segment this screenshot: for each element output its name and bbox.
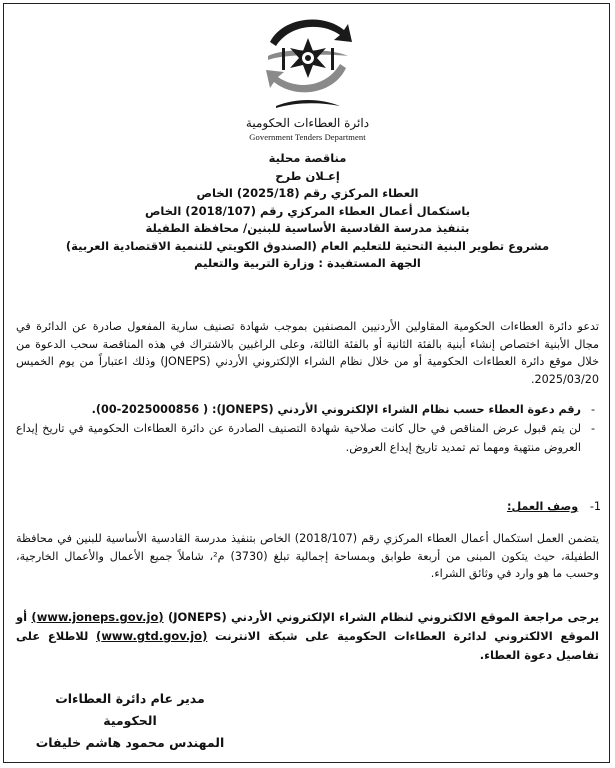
work-description: يتضمن العمل استكمال أعمال العطاء المركزي رقم (2018/107) الخاص بتنفيذ مدرسة القادسية الأساسية للبنين في محافظة الطفيلة، حيث يتكون المبنى من أربعة طوابق وبمساحة إجمالية تبلغ (3730) م²، شاملاً جميع الأعمال والأعمال الخارجية، وحسب ما هو وارد في وثائق الشراء. [16, 532, 599, 580]
bullet-certificate-validity: لن يتم قبول عرض المناقص في حال كانت صلاحية شهادة التصنيف الصادرة عن دائرة العطاءات الحكومية في تاريخ إيداع العروض منتهية ومهما تم تمديد تاريخ إيداع العروض. [16, 422, 581, 454]
section-number: 1- [589, 500, 601, 513]
list-item: - لن يتم قبول عرض المناقص في حال كانت صلاحية شهادة التصنيف الصادرة عن دائرة العطاءات الحكومية في تاريخ إيداع العروض منتهية ومهما تم تمديد تاريخ إيداع العروض. [16, 419, 595, 457]
section-title: وصف العمل: [506, 500, 579, 513]
department-name-arabic: دائرة العطاءات الحكومية [245, 116, 370, 130]
bullet-list [16, 400, 595, 457]
list-item: - رقم دعوة العطاء حسب نظام الشراء الإلكتروني الأردني (JONEPS): ( 00-2025000856). [16, 400, 595, 419]
gtd-link[interactable]: (www.gtd.gov.jo) [96, 629, 208, 643]
joneps-link[interactable]: (www.joneps.gov.jo) [31, 610, 164, 624]
emblem-icon [262, 8, 354, 116]
heading-project-fund: مشروع تطوير البنية التحتية للتعليم العام (الصندوق الكويتي للتنمية الاقتصادية العربية) [65, 238, 550, 253]
heading-tender-type: مناقصة محلية [268, 151, 347, 165]
section-heading [507, 500, 601, 513]
signature-name: المهندس محمود هاشم خليفات [35, 735, 225, 750]
heading-completion: باستكمال أعمال العطاء المركزي رقم (2018/107) الخاص [144, 203, 471, 218]
signature-title: مدير عام دائرة العطاءات الحكومية [55, 691, 205, 728]
heading-tender-number: العطاء المركزي رقم (2025/18) الخاص [196, 186, 419, 200]
heading-announcement: إعـلان طرح [275, 168, 340, 183]
website-note: يرجى مراجعة الموقع الالكتروني لنظام الشراء الإلكتروني الأردني (JONEPS) (www.joneps.gov.jo) أو الموقع الالكتروني لدائرة العطاءات الحكومية على شبكة الانترنت (www.gtd.gov.jo) للاطلاع على تفاصيل دعوة العطاء. [16, 610, 600, 662]
logo [0, 8, 615, 116]
announcement-headings [0, 150, 615, 273]
heading-project-school: بتنفيذ مدرسة القادسية الأساسية للبنين/ محافظة الطفيلة [145, 221, 470, 235]
heading-beneficiary: الجهة المستفيدة : وزارة التربية والتعليم [194, 256, 421, 270]
intro-paragraph: تدعو دائرة العطاءات الحكومية المقاولين الأردنيين المصنفين بموجب شهادة تصنيف سارية المفعول صادرة عن الدائرة في مجال الأبنية اختصاص إنشاء أبنية بالفئة الثانية أو بالفئة الثالثة، وعلى الراغبين بالاشتراك في هذه المناقصة سحب الدعوة من خلال موقع دائرة العطاءات الحكومية أو من خلال نظام الشراء الإلكتروني الأردني (JONEPS) وذلك اعتباراً من يوم الخميس 2025/03/20. [16, 320, 599, 386]
signature-block [30, 688, 230, 754]
department-name-english: Government Tenders Department [249, 132, 366, 142]
bullet-invitation-number: رقم دعوة العطاء حسب نظام الشراء الإلكتروني الأردني (JONEPS): ( 00-2025000856). [91, 403, 581, 416]
